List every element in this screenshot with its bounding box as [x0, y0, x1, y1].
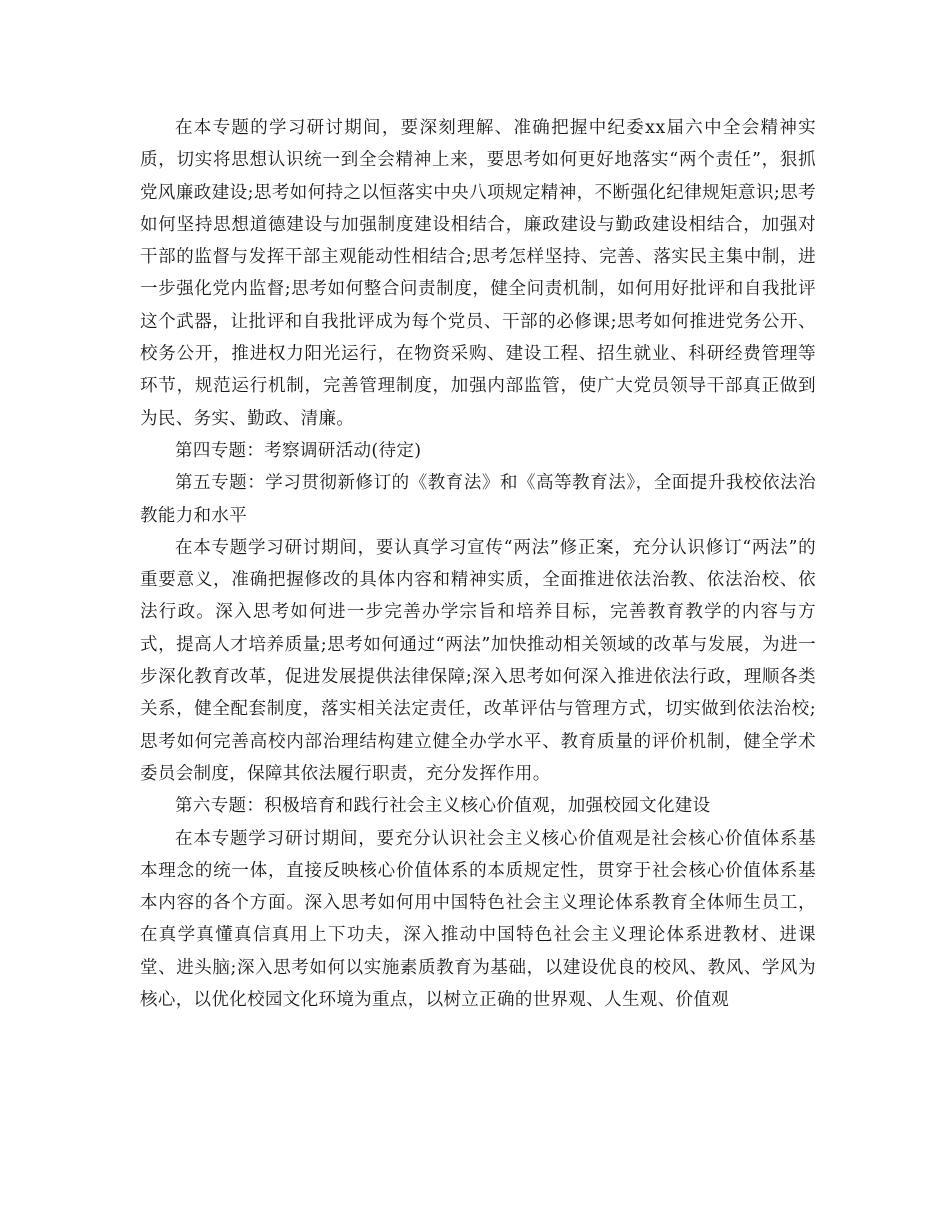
- paragraph-topic-five-heading: 第五专题：学习贯彻新修订的《教育法》和《高等教育法》，全面提升我校依法治教能力和水平: [140, 473, 816, 526]
- paragraph-topic-six-body: 在本专题学习研讨期间，要充分认识社会主义核心价值观是社会核心价值体系基本理念的统一体，直接反映核心价值体系的本质规定性，贯穿于社会核心价值体系基本内容的各个方面。深入思考如何用中国特色社会主义理论体系教育全体师生员工，在真学真懂真信真用上下功夫，深入推动中国特色社会主义理论体系进教材、进课堂、进头脑;深入思考如何以实施素质教育为基础，以建设优良的校风、教风、学风为核心，以优化校园文化环境为重点，以树立正确的世界观、人生观、价值观: [140, 828, 816, 1011]
- paragraph-topic-five-body: 在本专题学习研讨期间，要认真学习宣传“两法”修正案，充分认识修订“两法”的重要意义，准确把握修改的具体内容和精神实质，全面推进依法治教、依法治校、依法行政。深入思考如何进一步完善办学宗旨和培养目标，完善教育教学的内容与方式，提高人才培养质量;思考如何通过“两法”加快推动相关领域的改革与发展，为进一步深化教育改革，促进发展提供法律保障;深入思考如何深入推进依法行政，理顺各类关系，健全配套制度，落实相关法定责任，改革评估与管理方式，切实做到依法治校;思考如何完善高校内部治理结构建立健全办学水平、教育质量的评价机制，健全学术委员会制度，保障其依法履行职责，充分发挥作用。: [140, 537, 816, 784]
- paragraph-topic-six-heading: 第六专题：积极培育和践行社会主义核心价值观，加强校园文化建设: [175, 796, 711, 817]
- document-body: [140, 112, 816, 1016]
- paragraph-topic-three-body: 在本专题的学习研讨期间，要深刻理解、准确把握中纪委xx届六中全会精神实质，切实将思想认识统一到全会精神上来，要思考如何更好地落实“两个责任”，狠抓党风廉政建设;思考如何持之以恒落实中央八项规定精神，不断强化纪律规矩意识;思考如何坚持思想道德建设与加强制度建设相结合，廉政建设与勤政建设相结合，加强对干部的监督与发挥干部主观能动性相结合;思考怎样坚持、完善、落实民主集中制，进一步强化党内监督;思考如何整合问责制度，健全问责机制，如何用好批评和自我批评这个武器，让批评和自我批评成为每个党员、干部的必修课;思考如何推进党务公开、校务公开，推进权力阳光运行，在物资采购、建设工程、招生就业、科研经费管理等环节，规范运行机制，完善管理制度，加强内部监管，使广大党员领导干部真正做到为民、务实、勤政、清廉。: [140, 118, 816, 429]
- paragraph-topic-four-heading: 第四专题：考察调研活动(待定): [175, 440, 422, 461]
